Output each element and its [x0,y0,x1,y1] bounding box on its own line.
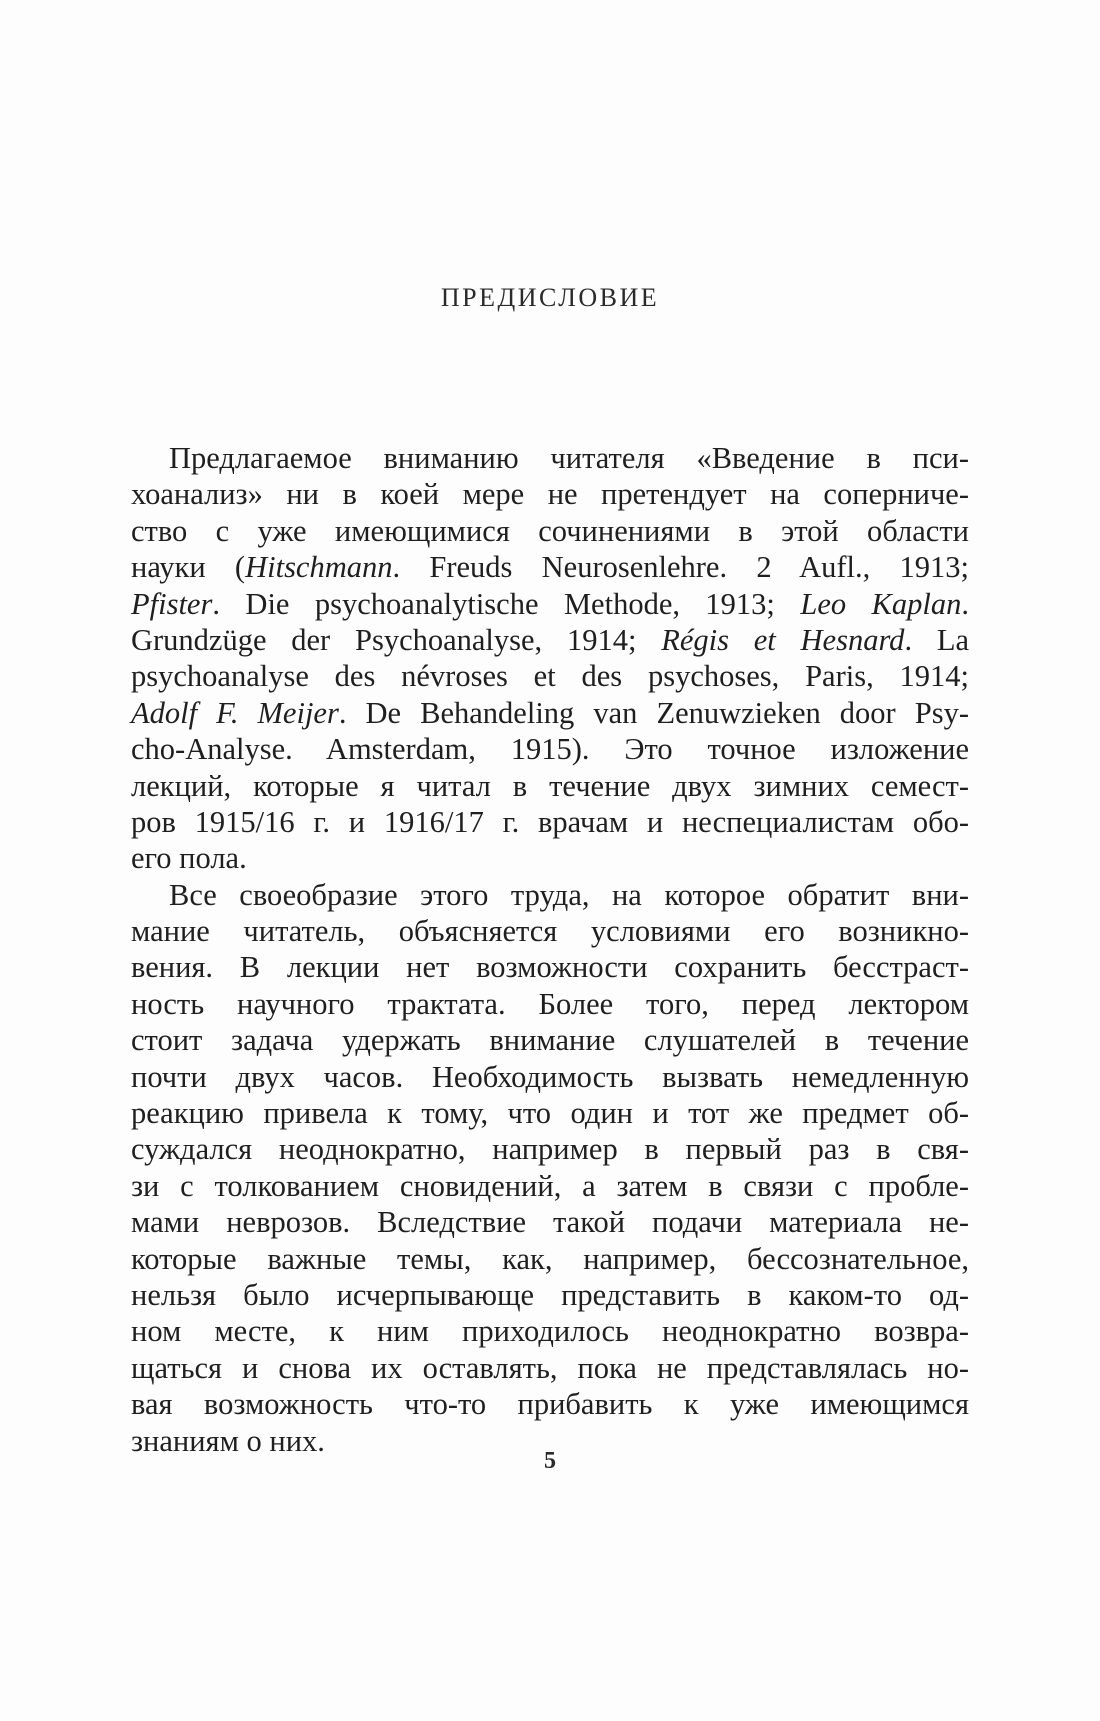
body-text [131,440,969,1459]
text-line [131,513,969,549]
text-run: науки ( [131,550,246,585]
text-line [131,1131,969,1167]
text-line [131,1204,969,1240]
text-run: его пола. [131,841,247,876]
text-run: щаться и снова их оставлять, пока не представлялась но- [131,1350,969,1385]
text-run: Предлагаемое вниманию читателя «Введение в пси- [169,441,969,475]
text-run: . La [904,622,969,657]
text-run: . [961,586,969,621]
text-run: . Freuds Neurosenlehre. 2 Aufl., 1913; [392,550,969,585]
text-line [131,840,969,876]
italic-author-name: Adolf F. Meijer [131,695,339,730]
text-run: . De Behandeling van Zenuwzieken door Psy- [338,695,969,730]
text-line [131,549,969,585]
italic-author-name: Leo Kaplan [800,586,962,621]
text-run: нельзя было исчерпывающе представить в каком-то од- [131,1277,969,1312]
text-line [131,440,969,476]
text-line [131,695,969,731]
text-run: мами неврозов. Вследствие такой подачи материала не- [131,1205,969,1240]
text-line [131,1059,969,1095]
text-line [131,949,969,985]
text-line [131,768,969,804]
text-run: реакцию привела к тому, что один и тот же предмет об- [131,1096,969,1131]
text-run: Все своеобразие этого труда, на которое обратит вни- [169,877,969,912]
text-line [131,1386,969,1422]
text-run: cho-Analyse. Amsterdam, 1915). Это точное изложение [131,732,969,767]
text-line [131,476,969,512]
text-line [131,731,969,767]
text-run: Grundzüge der Psychoanalyse, 1914; [131,622,662,657]
chapter-title: ПРЕДИСЛОВИЕ [440,283,660,312]
text-line [131,986,969,1022]
paragraph [131,440,969,877]
text-run: почти двух часов. Необходимость вызвать немедленную [131,1059,969,1094]
text-run: знаниям о них. [131,1423,325,1458]
text-run: вая возможность что-то прибавить к уже имеющимся [131,1387,969,1422]
text-line [131,1095,969,1131]
text-run: лекций, которые я читал в течение двух зимних семест- [131,768,969,803]
text-line [131,1168,969,1204]
text-line [131,1022,969,1058]
text-run: стоит задача удержать внимание слушателей в течение [131,1023,969,1058]
text-run: psychoanalyse des névroses et des psychoses, Paris, 1914; [131,659,969,694]
italic-author-name: Pfister [131,586,213,621]
paragraph [131,877,969,1459]
text-line [131,622,969,658]
text-run: ство с уже имеющимися сочинениями в этой области [131,513,969,548]
text-run: хоанализ» ни в коей мере не претендует на соперниче- [131,477,969,512]
text-run: суждался неоднократно, например в первый раз в свя- [131,1132,969,1167]
text-line [131,1277,969,1313]
page-number: 5 [544,1448,556,1474]
text-run: . Die psychoanalytische Methode, 1913; [212,586,801,621]
italic-author-name: Régis et Hesnard [661,622,905,657]
text-line [131,1241,969,1277]
italic-author-name: Hitschmann [245,550,393,585]
text-run: ном месте, к ним приходилось неоднократно возвра- [131,1314,969,1349]
text-line [131,586,969,622]
text-line [131,804,969,840]
text-run: ров 1915/16 г. и 1916/17 г. врачам и неспециалистам обо- [131,804,969,839]
text-line [131,1350,969,1386]
text-run: ность научного трактата. Более того, перед лектором [131,986,969,1021]
text-run: зи с толкованием сновидений, а затем в связи с пробле- [131,1168,969,1203]
text-line [131,1313,969,1349]
text-run: которые важные темы, как, например, бессознательное, [131,1241,969,1276]
text-line [131,658,969,694]
text-run: вения. В лекции нет возможности сохранить бесстраст- [131,950,969,985]
text-line [131,913,969,949]
text-line [131,877,969,913]
text-run: мание читатель, объясняется условиями его возникно- [131,914,969,949]
